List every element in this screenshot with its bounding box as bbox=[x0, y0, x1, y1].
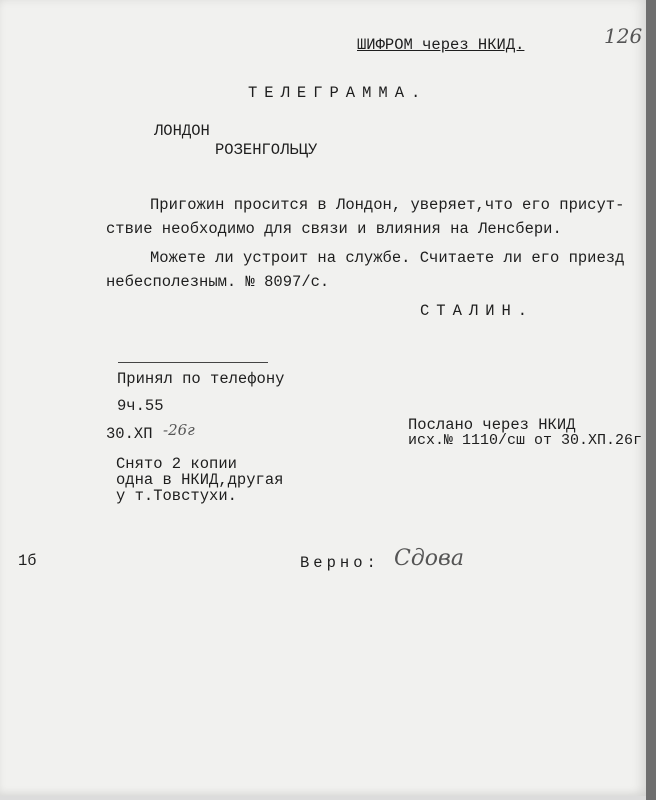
archive-page-number: 126 bbox=[604, 24, 643, 48]
scan-edge bbox=[646, 0, 656, 800]
copies-line-3: у т.Товстухи. bbox=[116, 487, 237, 505]
city-line: ЛОНДОН bbox=[154, 122, 210, 140]
received-date-handwritten: -26г bbox=[163, 421, 195, 439]
body-line-3: Можете ли устроит на службе. Считаете ли его приезд bbox=[150, 249, 625, 267]
addressee-line: РОЗЕНГОЛЬЦУ bbox=[215, 141, 318, 159]
copies-line-1: Снято 2 копии bbox=[116, 455, 237, 473]
body-line-4: небесполезным. № 8097/с. bbox=[106, 273, 330, 291]
telegram-title: ТЕЛЕГРАММА. bbox=[248, 84, 428, 102]
margin-number: 1б bbox=[18, 552, 37, 570]
received-date: 30.ХП bbox=[106, 425, 153, 443]
certified-label: Верно: bbox=[300, 554, 380, 572]
body-line-1: Пригожин просится в Лондон, уверяет,что его присут- bbox=[150, 196, 625, 214]
copies-line-2: одна в НКИД,другая bbox=[116, 471, 284, 489]
routing-note: ШИФРОМ через НКИД. bbox=[357, 36, 525, 54]
received-by-phone: Принял по телефону bbox=[117, 370, 285, 388]
signature-stalin: СТАЛИН. bbox=[420, 302, 535, 320]
certified-signature: Сдова bbox=[394, 546, 464, 571]
body-line-2: ствие необходимо для связи и влияния на Ленсбери. bbox=[106, 220, 562, 238]
received-time: 9ч.55 bbox=[117, 397, 164, 415]
dispatch-line-2: исх.№ 1110/сш от 30.ХП.26г bbox=[408, 432, 643, 449]
dispatch-line-1: Послано через НКИД bbox=[408, 416, 576, 434]
separator-rule bbox=[118, 362, 268, 363]
